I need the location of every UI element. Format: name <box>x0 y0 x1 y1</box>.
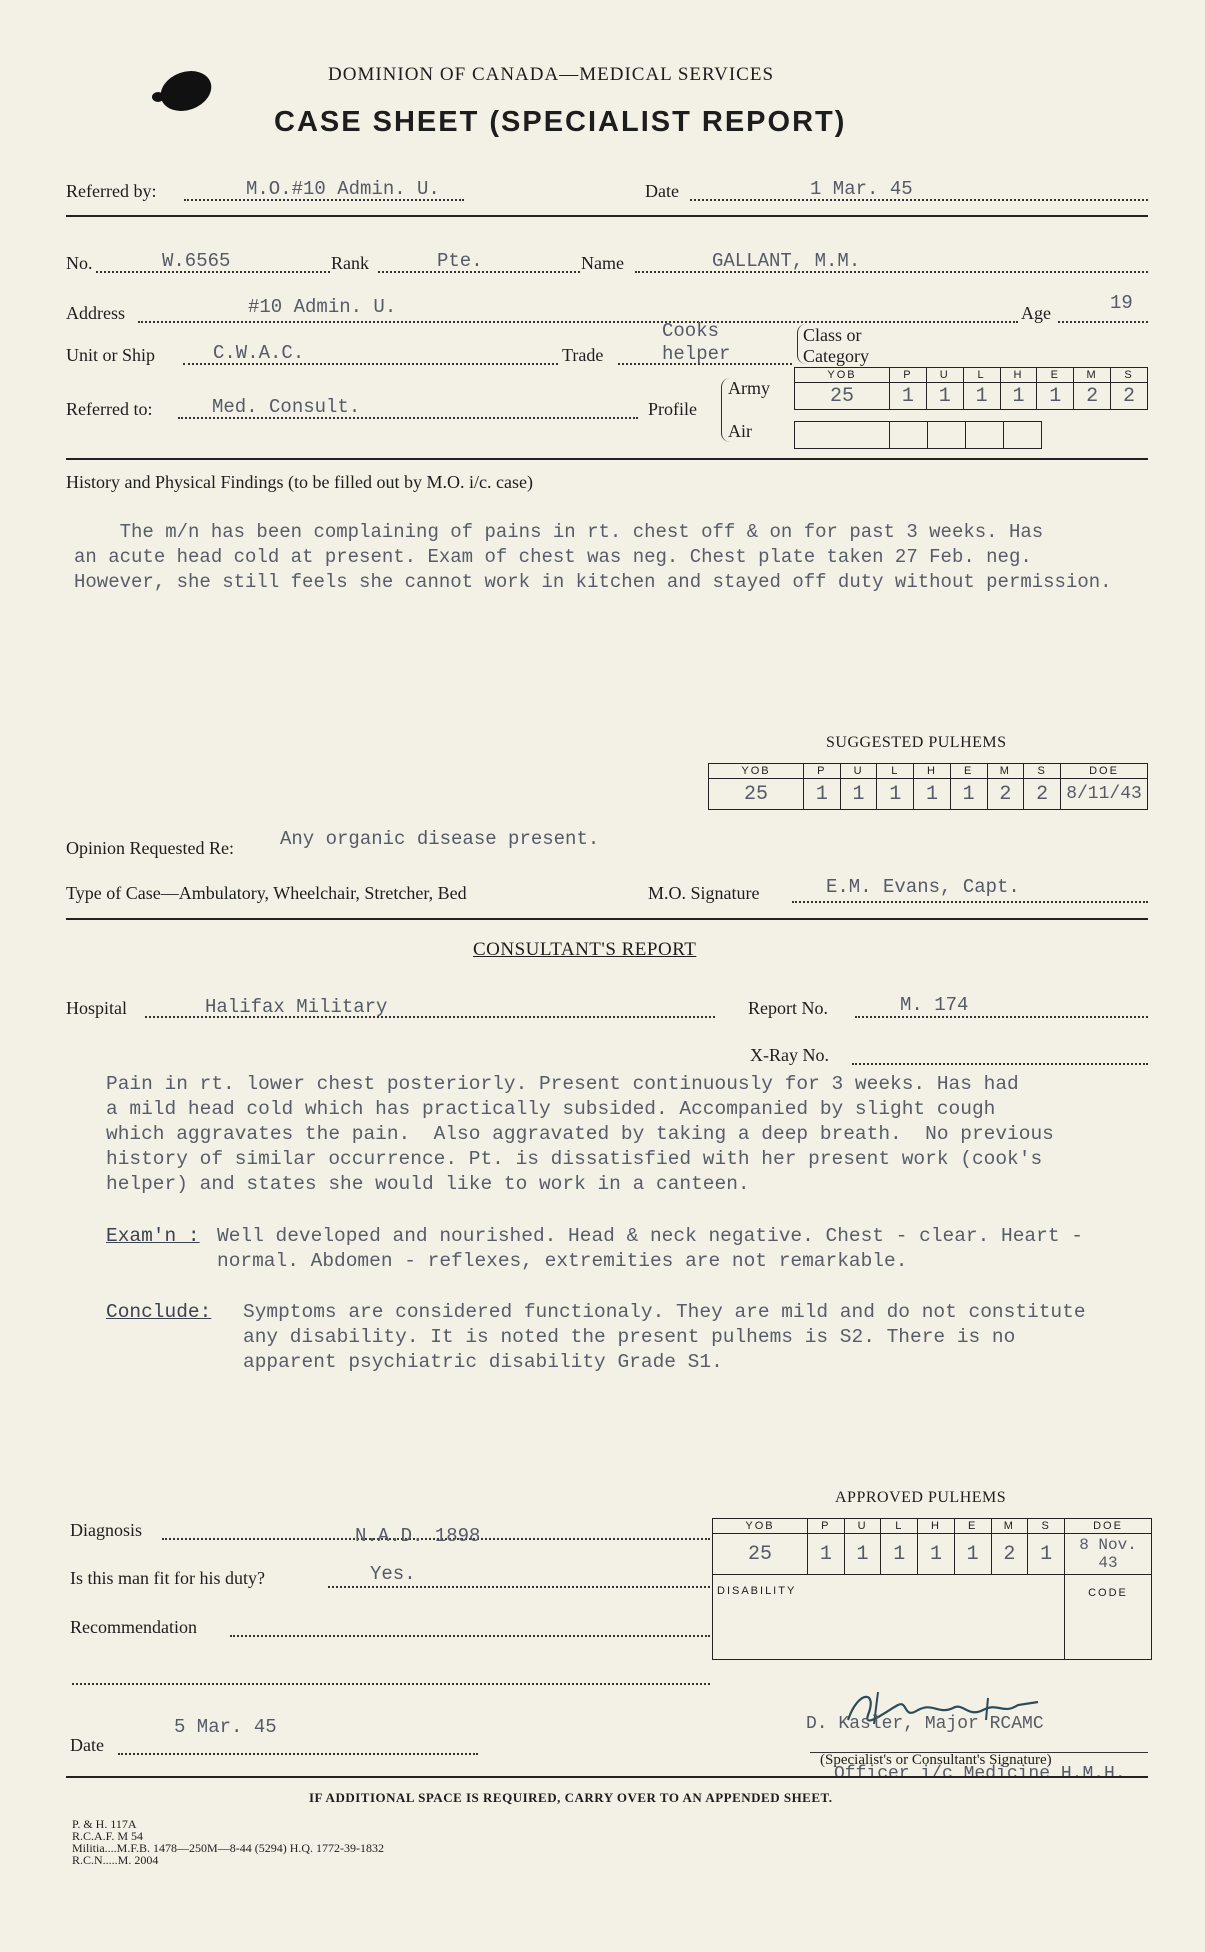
grid-cell: 2 <box>987 779 1024 810</box>
grid-header: DOE <box>1061 764 1148 779</box>
grid-cell: 25 <box>713 1534 808 1575</box>
referred-to-value: Med. Consult. <box>212 396 361 418</box>
address-value: #10 Admin. U. <box>248 296 397 318</box>
grid-header: YOB <box>795 368 890 383</box>
address-label: Address <box>66 303 125 323</box>
class-label-2: Category <box>803 346 869 366</box>
grid-header: YOB <box>709 764 804 779</box>
grid-cell <box>966 422 1004 449</box>
case-type-label: Type of Case—Ambulatory, Wheelchair, Stretcher, Bed <box>66 883 467 903</box>
age-value: 19 <box>1110 292 1133 314</box>
divider <box>66 1776 1148 1778</box>
unit-value: C.W.A.C. <box>213 342 305 364</box>
grid-cell: 1 <box>950 779 987 810</box>
approved-title: APPROVED PULHEMS <box>835 1489 1007 1506</box>
opinion-value: Any organic disease present. <box>280 828 600 850</box>
ink-blot <box>155 64 217 117</box>
army-label: Army <box>728 378 770 398</box>
name-value: GALLANT, M.M. <box>712 250 861 272</box>
history-line-3: However, she still feels she cannot work in kitchen and stayed off duty without permission. <box>74 571 1112 593</box>
trade-label: Trade <box>562 345 604 365</box>
xray-label: X-Ray No. <box>750 1045 829 1065</box>
grid-cell: 8/11/43 <box>1061 779 1148 810</box>
grid-header: U <box>844 1519 881 1534</box>
rank-value: Pte. <box>437 250 483 272</box>
referred-to-label: Referred to: <box>66 399 153 419</box>
grid-header: YOB <box>713 1519 808 1534</box>
trade-value-2: helper <box>662 343 731 365</box>
footer-code-3: Militia....M.F.B. 1478—250M—8-44 (5294) H.Q. 1772-39-1832 <box>72 1841 385 1855</box>
fit-label: Is this man fit for his duty? <box>70 1568 265 1588</box>
date-line <box>690 199 1148 201</box>
grid-header: S <box>1024 764 1061 779</box>
grid-cell <box>1042 422 1149 449</box>
consultant-heading: CONSULTANT'S REPORT <box>473 939 697 960</box>
fit-line <box>328 1586 710 1588</box>
trade-value-1: Cooks <box>662 320 720 342</box>
grid-cell <box>795 422 890 449</box>
recommendation-line-2 <box>72 1683 710 1685</box>
divider <box>66 215 1148 217</box>
date-label: Date <box>645 181 679 201</box>
report-no-value: M. 174 <box>900 994 969 1016</box>
disability-cell <box>713 1575 1065 1660</box>
mo-signature-line <box>792 901 1148 903</box>
signer-title: Officer i/c Medicine H.M.H. <box>834 1764 1126 1784</box>
page-title: CASE SHEET (SPECIALIST REPORT) <box>274 106 847 138</box>
conclude-text: Symptoms are considered functionaly. They are mild and do not constitute any disability. It is noted the present pulhems is S2. There is no apparent psychiatric disability Grade S1. <box>243 1301 1086 1373</box>
ink-blot-small <box>152 92 164 102</box>
name-label: Name <box>581 253 624 273</box>
grid-header: S <box>1111 368 1148 383</box>
report-no-line <box>855 1016 1148 1018</box>
grid-cell: 1 <box>914 779 951 810</box>
footer-code-1: P. & H. 117A <box>72 1817 137 1831</box>
army-profile-grid <box>794 367 1148 410</box>
class-label-1: Class or <box>803 325 862 345</box>
history-line-1: The m/n has been complaining of pains in rt. chest off & on for past 3 weeks. Has <box>74 521 1044 543</box>
grid-cell: 1 <box>963 383 1000 410</box>
signature-line <box>810 1752 1148 1753</box>
grid-cell: 1 <box>808 1534 845 1575</box>
grid-cell: 1 <box>918 1534 955 1575</box>
grid-cell: 1 <box>1000 383 1037 410</box>
grid-cell <box>1004 422 1042 449</box>
exam-label: Exam'n : <box>106 1225 200 1247</box>
grid-cell: 2 <box>1074 383 1111 410</box>
grid-cell: 2 <box>1111 383 1148 410</box>
grid-header: U <box>926 368 963 383</box>
grid-cell <box>928 422 966 449</box>
grid-header: L <box>877 764 914 779</box>
mo-signature-label: M.O. Signature <box>648 883 760 903</box>
signoff-date-line <box>118 1753 478 1755</box>
handwritten-signature-text: D Kasler Maj <box>838 1680 844 1681</box>
approved-pulhems-grid <box>712 1518 1152 1660</box>
footer-note: IF ADDITIONAL SPACE IS REQUIRED, CARRY OVER TO AN APPENDED SHEET. <box>309 1790 833 1805</box>
age-label: Age <box>1021 303 1051 323</box>
grid-header: P <box>890 368 927 383</box>
date-value: 1 Mar. 45 <box>810 178 913 200</box>
profile-label: Profile <box>648 399 697 419</box>
signature-caption: (Specialist's or Consultant's Signature) <box>820 1752 1052 1768</box>
grid-cell: 2 <box>1024 779 1061 810</box>
unit-label: Unit or Ship <box>66 345 156 365</box>
grid-cell: 25 <box>795 383 890 410</box>
grid-cell: 1 <box>1037 383 1074 410</box>
grid-cell: 1 <box>890 383 927 410</box>
footer-code-2: R.C.A.F. M 54 <box>72 1829 144 1843</box>
hospital-value: Halifax Military <box>205 996 388 1018</box>
divider <box>66 918 1148 920</box>
mo-signature-value: E.M. Evans, Capt. <box>826 876 1020 898</box>
referred-by-label: Referred by: <box>66 181 157 201</box>
report-no-label: Report No. <box>748 998 828 1018</box>
grid-cell: 1 <box>954 1534 991 1575</box>
signoff-date-value: 5 Mar. 45 <box>174 1716 277 1738</box>
diagnosis-value: N.A.D. 1898 <box>355 1525 481 1547</box>
grid-header: P <box>804 764 841 779</box>
xray-line <box>852 1063 1148 1065</box>
no-label: No. <box>66 253 93 273</box>
grid-header: M <box>1074 368 1111 383</box>
grid-cell <box>890 422 928 449</box>
rank-label: Rank <box>331 253 369 273</box>
grid-header: H <box>1000 368 1037 383</box>
signer-name: D. Kasler, Major RCAMC <box>806 1714 1044 1734</box>
grid-header: E <box>950 764 987 779</box>
footer-code-4: R.C.N.....M. 2004 <box>72 1853 159 1867</box>
grid-cell: 8 Nov. 43 <box>1065 1534 1152 1575</box>
recommendation-label: Recommendation <box>70 1617 197 1637</box>
exam-text: Well developed and nourished. Head & neck negative. Chest - clear. Heart - normal. Abdomen - reflexes, extremities are not remarkable. <box>217 1225 1083 1272</box>
grid-cell: 1 <box>926 383 963 410</box>
grid-header: H <box>914 764 951 779</box>
code-label: CODE <box>1088 1587 1128 1599</box>
air-profile-grid <box>794 421 1148 449</box>
grid-header: E <box>954 1519 991 1534</box>
no-value: W.6565 <box>162 250 231 272</box>
grid-header: L <box>963 368 1000 383</box>
grid-header: U <box>840 764 877 779</box>
grid-cell: 1 <box>877 779 914 810</box>
grid-cell: 1 <box>804 779 841 810</box>
conclude-label: Conclude: <box>106 1301 212 1323</box>
air-label: Air <box>728 421 752 441</box>
grid-header: DOE <box>1065 1519 1152 1534</box>
referred-by-value: M.O.#10 Admin. U. <box>246 178 440 200</box>
suggested-title: SUGGESTED PULHEMS <box>826 734 1007 751</box>
grid-header: M <box>987 764 1024 779</box>
grid-cell: 2 <box>991 1534 1028 1575</box>
history-heading: History and Physical Findings (to be filled out by M.O. i/c. case) <box>66 472 533 492</box>
signoff-date-label: Date <box>70 1735 104 1755</box>
agency-title: DOMINION OF CANADA—MEDICAL SERVICES <box>328 64 775 85</box>
grid-header: E <box>1037 368 1074 383</box>
grid-cell: 1 <box>881 1534 918 1575</box>
fit-value: Yes. <box>370 1563 416 1585</box>
grid-cell: 1 <box>844 1534 881 1575</box>
recommendation-line <box>230 1635 710 1637</box>
consultant-findings: Pain in rt. lower chest posteriorly. Present continuously for 3 weeks. Has had a mild head cold which has practically subsided. Accompanied by slight cough which aggravates the pain. Also aggravated by taking a deep breath. No previous history of similar occurrence. Pt. is dissatisfied with her present work (cook's helper) and states she would like to work in a canteen. <box>106 1073 1054 1195</box>
grid-header: M <box>991 1519 1028 1534</box>
grid-cell: 25 <box>709 779 804 810</box>
code-cell <box>1065 1575 1152 1660</box>
grid-header: H <box>918 1519 955 1534</box>
age-line <box>1058 321 1148 323</box>
opinion-label: Opinion Requested Re: <box>66 838 234 858</box>
diagnosis-label: Diagnosis <box>70 1520 142 1540</box>
history-line-2: an acute head cold at present. Exam of chest was neg. Chest plate taken 27 Feb. neg. <box>74 546 1032 568</box>
disability-label: DISABILITY <box>717 1585 797 1597</box>
grid-header: S <box>1028 1519 1065 1534</box>
grid-header: L <box>881 1519 918 1534</box>
address-line <box>138 321 1018 323</box>
grid-cell: 1 <box>840 779 877 810</box>
suggested-pulhems-grid <box>708 763 1148 810</box>
hospital-label: Hospital <box>66 998 127 1018</box>
divider <box>66 458 1148 460</box>
grid-header: P <box>808 1519 845 1534</box>
grid-cell: 1 <box>1028 1534 1065 1575</box>
